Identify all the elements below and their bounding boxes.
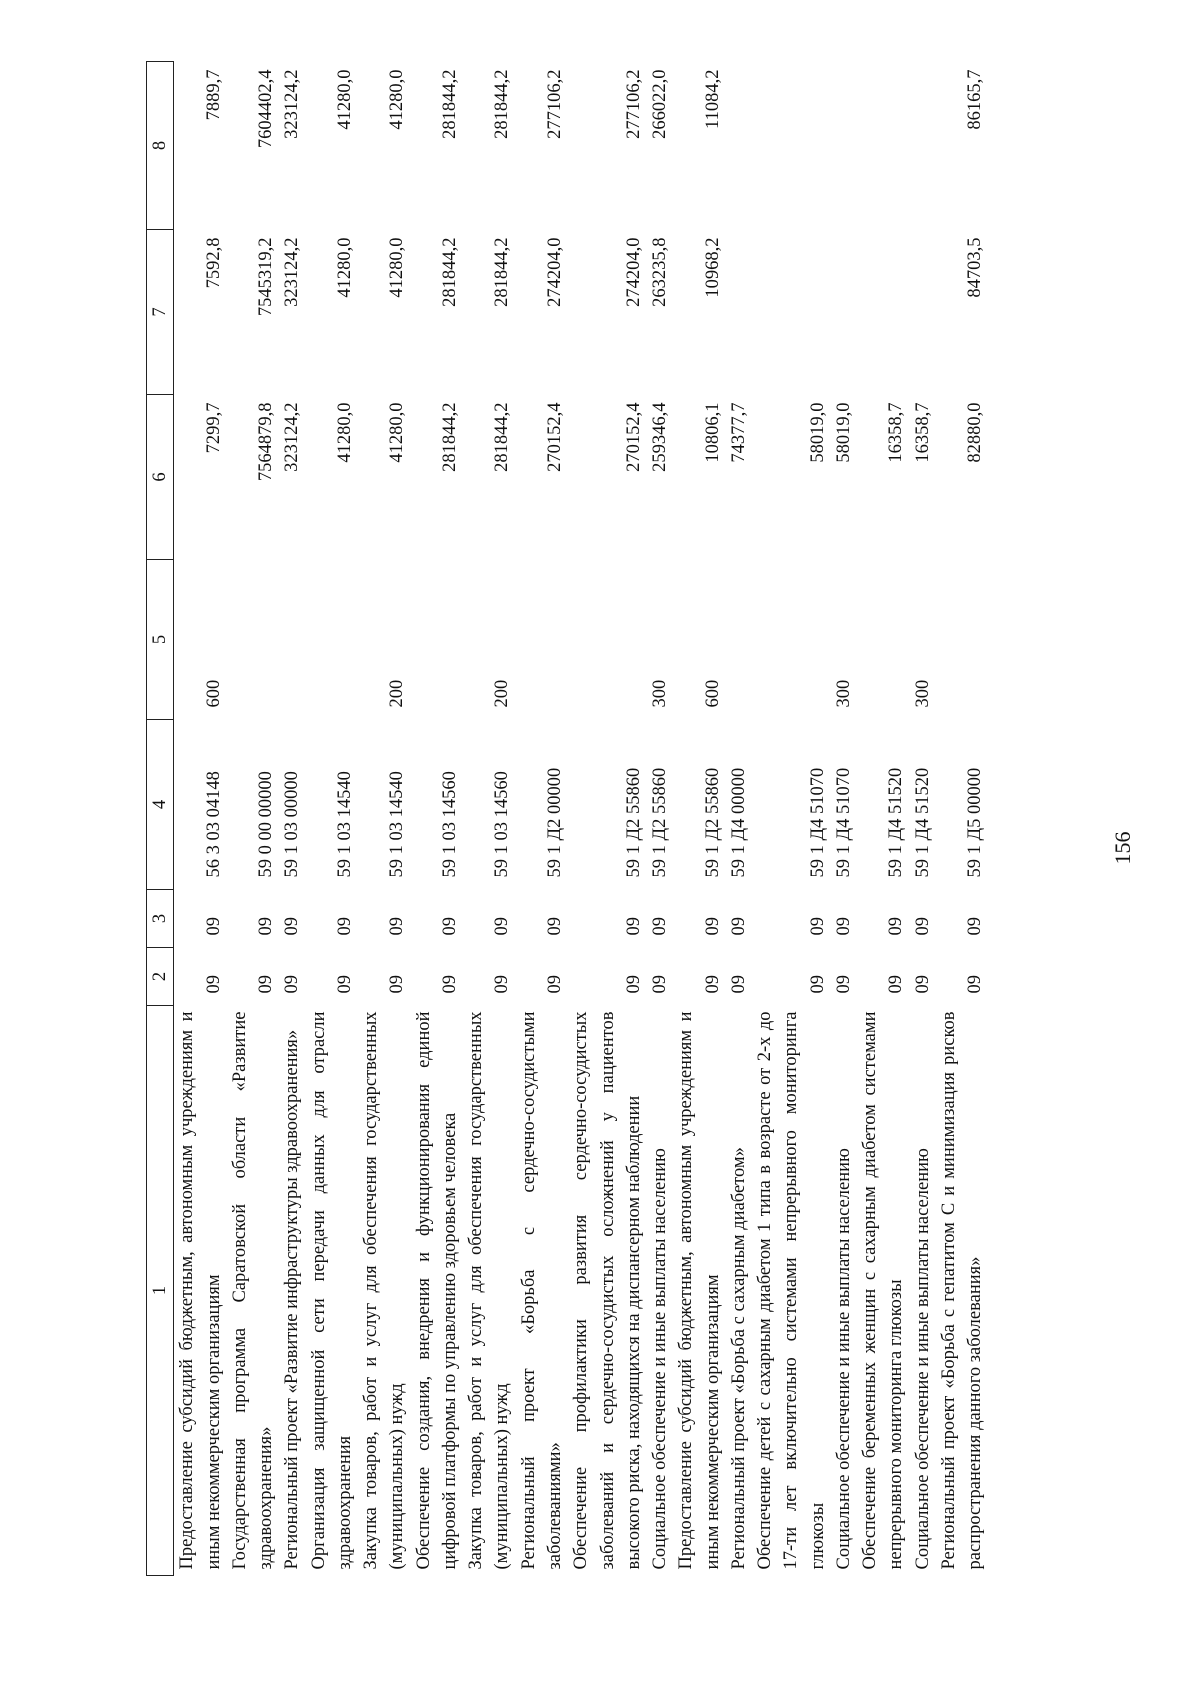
- row-expense-type: 300: [833, 679, 854, 708]
- table-row: [516, 62, 569, 1576]
- row-target-code: 59 1 Д4 51070: [807, 767, 828, 878]
- row-subsection: 09: [965, 917, 986, 936]
- row-expense-type: 300: [912, 679, 933, 708]
- row-amount-year-1: 281844,2: [492, 402, 513, 472]
- row-subsection: 09: [807, 917, 828, 936]
- row-amount-year-1: 281844,2: [439, 402, 460, 472]
- row-expense-type: 600: [203, 679, 224, 708]
- row-amount-year-1: 58019,0: [833, 402, 854, 463]
- row-amount-year-3: 11084,2: [702, 69, 723, 129]
- row-expense-type: [752, 560, 831, 720]
- row-expense-type: [726, 560, 752, 720]
- row-section: 09: [833, 975, 854, 994]
- column-header-3: 3: [147, 890, 174, 948]
- row-amount-year-2: [726, 230, 752, 395]
- row-subsection: 09: [833, 917, 854, 936]
- row-name: Обеспечение детей с сахарным диабетом 1 типа в возрасте от 2-х до 17-ти лет включительно системами непрерывного мониторинга глюкозы: [755, 1011, 828, 1570]
- row-name: Региональный проект «Борьба с сердечно-сосудистыми заболеваниями»: [518, 1011, 565, 1570]
- row-section: 09: [492, 975, 513, 994]
- column-header-1: 1: [147, 1006, 174, 1576]
- row-target-code: 59 1 03 14560: [439, 771, 460, 878]
- row-expense-type: [227, 560, 280, 720]
- row-name: Обеспечение профилактики развития сердечно-сосудистых заболеваний и сердечно-сосудистых осложнений у пациентов высокого риска, находящихся на диспансерном наблюдении: [571, 1011, 644, 1570]
- row-amount-year-1: 74377,7: [728, 402, 749, 463]
- table-row: [673, 62, 726, 1576]
- row-section: 09: [282, 975, 303, 994]
- row-subsection: 09: [623, 917, 644, 936]
- table-row: [174, 62, 227, 1576]
- row-expense-type: [516, 560, 569, 720]
- row-expense-type: 300: [650, 679, 671, 708]
- table-row: [752, 62, 831, 1576]
- row-amount-year-2: 323124,2: [282, 237, 303, 307]
- row-amount-year-2: 281844,2: [439, 237, 460, 307]
- row-amount-year-2: [910, 230, 936, 395]
- row-expense-type: 200: [492, 679, 513, 708]
- row-subsection: 09: [492, 917, 513, 936]
- row-section: 09: [387, 975, 408, 994]
- row-target-code: 59 1 Д2 55860: [623, 767, 644, 878]
- column-header-5: 5: [147, 560, 174, 720]
- row-name: Социальное обеспечение и иные выплаты населению: [650, 1148, 671, 1570]
- row-amount-year-3: 41280,0: [387, 69, 408, 130]
- row-amount-year-1: 82880,0: [965, 402, 986, 463]
- table-row: [647, 62, 673, 1576]
- table-row: [411, 62, 464, 1576]
- row-name: Закупка товаров, работ и услуг для обеспечения государственных (муниципальных) нужд: [466, 1011, 513, 1570]
- row-amount-year-2: 84703,5: [965, 237, 986, 298]
- row-section: 09: [623, 975, 644, 994]
- row-subsection: 09: [544, 917, 565, 936]
- page-number: 156: [1110, 831, 1135, 865]
- row-amount-year-1: 58019,0: [807, 402, 828, 463]
- table-row: [227, 62, 280, 1576]
- table-row: [358, 62, 411, 1576]
- row-section: 09: [544, 975, 565, 994]
- row-amount-year-3: [831, 62, 857, 230]
- row-section: 09: [334, 975, 355, 994]
- table-row: [463, 62, 516, 1576]
- row-amount-year-1: 7564879,8: [256, 402, 277, 482]
- column-header-4: 4: [147, 720, 174, 890]
- row-section: 09: [439, 975, 460, 994]
- row-amount-year-2: 274204,0: [544, 237, 565, 307]
- row-amount-year-1: 259346,4: [650, 402, 671, 472]
- row-target-code: 59 1 Д4 00000: [728, 767, 749, 878]
- row-subsection: 09: [282, 917, 303, 936]
- row-amount-year-3: 41280,0: [334, 69, 355, 130]
- row-subsection: 09: [387, 917, 408, 936]
- table-row: [568, 62, 647, 1576]
- row-amount-year-2: 41280,0: [387, 237, 408, 298]
- row-subsection: 09: [650, 917, 671, 936]
- row-amount-year-3: 281844,2: [439, 69, 460, 139]
- row-amount-year-3: [857, 62, 910, 230]
- column-header-2: 2: [147, 948, 174, 1006]
- row-amount-year-1: 41280,0: [334, 402, 355, 463]
- row-name: Закупка товаров, работ и услуг для обеспечения государственных (муниципальных) нужд: [361, 1011, 408, 1570]
- row-amount-year-3: [910, 62, 936, 230]
- row-section: 09: [886, 975, 907, 994]
- row-amount-year-2: 274204,0: [623, 237, 644, 307]
- row-expense-type: [857, 560, 910, 720]
- row-target-code: 59 1 03 14560: [492, 771, 513, 878]
- row-amount-year-1: 16358,7: [912, 402, 933, 463]
- row-amount-year-2: [752, 230, 831, 395]
- row-name: Социальное обеспечение и иные выплаты населению: [912, 1148, 933, 1570]
- row-amount-year-3: 266022,0: [650, 69, 671, 139]
- row-amount-year-2: 281844,2: [492, 237, 513, 307]
- row-subsection: 09: [702, 917, 723, 936]
- row-name: Социальное обеспечение и иные выплаты населению: [833, 1148, 854, 1570]
- column-header-6: 6: [147, 395, 174, 560]
- row-amount-year-1: 323124,2: [282, 402, 303, 472]
- row-subsection: 09: [886, 917, 907, 936]
- row-amount-year-2: [857, 230, 910, 395]
- row-name: Обеспечение создания, внедрения и функционирования единой цифровой платформы по управлению здоровьем человека: [413, 1011, 460, 1570]
- row-target-code: 59 1 Д4 51070: [833, 767, 854, 878]
- row-target-code: 59 1 Д2 55860: [702, 767, 723, 878]
- row-name: Государственная программа Саратовской области «Развитие здравоохранения»: [229, 1011, 277, 1570]
- row-section: 09: [256, 975, 277, 994]
- row-target-code: 59 1 03 14540: [334, 771, 355, 878]
- row-target-code: 56 3 03 04148: [203, 771, 224, 878]
- row-amount-year-1: 7299,7: [203, 402, 224, 454]
- row-subsection: 09: [203, 917, 224, 936]
- row-subsection: 09: [334, 917, 355, 936]
- table-row: [910, 62, 936, 1576]
- row-section: 09: [912, 975, 933, 994]
- row-target-code: 59 1 Д4 51520: [912, 767, 933, 878]
- row-section: 09: [807, 975, 828, 994]
- row-amount-year-2: 263235,8: [650, 237, 671, 307]
- row-amount-year-3: 323124,2: [282, 69, 303, 139]
- table-header-row: [147, 62, 174, 1576]
- row-amount-year-3: 7889,7: [203, 69, 224, 121]
- table-row: [936, 62, 989, 1576]
- row-section: 09: [650, 975, 671, 994]
- row-target-code: 59 1 Д4 51520: [886, 767, 907, 878]
- row-amount-year-3: [726, 62, 752, 230]
- column-header-8: 8: [147, 62, 174, 230]
- row-target-code: 59 1 03 00000: [282, 771, 303, 878]
- row-expense-type: 200: [387, 679, 408, 708]
- row-amount-year-3: 277106,2: [623, 69, 644, 139]
- row-target-code: 59 1 Д5 00000: [965, 767, 986, 878]
- row-name: Организация защищенной сети передачи данных для отрасли здравоохранения: [308, 1011, 355, 1570]
- row-name: Региональный проект «Борьба с сахарным диабетом»: [728, 1147, 749, 1570]
- row-target-code: 59 1 Д2 55860: [650, 767, 671, 878]
- row-section: 09: [203, 975, 224, 994]
- row-amount-year-2: 7545319,2: [256, 237, 277, 317]
- row-section: 09: [965, 975, 986, 994]
- row-amount-year-1: 270152,4: [544, 402, 565, 472]
- row-expense-type: [279, 560, 305, 720]
- row-amount-year-3: 7604402,4: [256, 69, 277, 149]
- table-row: [306, 62, 359, 1576]
- row-name: Региональный проект «Развитие инфраструктуры здравоохранения»: [282, 1029, 303, 1570]
- row-target-code: 59 0 00 00000: [256, 771, 277, 878]
- row-amount-year-1: 41280,0: [387, 402, 408, 463]
- row-subsection: 09: [439, 917, 460, 936]
- table-row: [831, 62, 857, 1576]
- table-row: [726, 62, 752, 1576]
- row-amount-year-1: 10806,1: [702, 402, 723, 463]
- row-amount-year-2: 41280,0: [334, 237, 355, 298]
- row-amount-year-3: [752, 62, 831, 230]
- row-name: Обеспечение беременных женщин с сахарным диабетом системами непрерывного мониторинга глюкозы: [860, 1011, 907, 1570]
- column-header-7: 7: [147, 230, 174, 395]
- row-amount-year-1: 16358,7: [886, 402, 907, 463]
- row-expense-type: [411, 560, 464, 720]
- row-amount-year-3: 281844,2: [492, 69, 513, 139]
- row-amount-year-2: [831, 230, 857, 395]
- row-subsection: 09: [912, 917, 933, 936]
- row-expense-type: 600: [702, 679, 723, 708]
- row-section: 09: [728, 975, 749, 994]
- table-row: [857, 62, 910, 1576]
- row-amount-year-2: 10968,2: [702, 237, 723, 298]
- row-amount-year-1: 270152,4: [623, 402, 644, 472]
- row-amount-year-3: 86165,7: [965, 69, 986, 130]
- row-expense-type: [936, 560, 989, 720]
- row-amount-year-2: 7592,8: [203, 237, 224, 289]
- row-name: Предоставление субсидий бюджетным, автономным учреждениям и иным некоммерческим организациям: [177, 1011, 224, 1570]
- row-name: Региональный проект «Борьба с гепатитом С и минимизация рисков распространения данного заболевания»: [938, 1011, 986, 1570]
- row-target-code: 59 1 Д2 00000: [544, 767, 565, 878]
- row-section: 09: [702, 975, 723, 994]
- budget-table: [146, 61, 989, 1576]
- row-subsection: 09: [256, 917, 277, 936]
- table-row: [279, 62, 305, 1576]
- row-amount-year-3: 277106,2: [544, 69, 565, 139]
- row-subsection: 09: [728, 917, 749, 936]
- row-name: Предоставление субсидий бюджетным, автономным учреждениям и иным некоммерческим организациям: [676, 1011, 723, 1570]
- row-expense-type: [568, 560, 647, 720]
- row-target-code: 59 1 03 14540: [387, 771, 408, 878]
- row-expense-type: [306, 560, 359, 720]
